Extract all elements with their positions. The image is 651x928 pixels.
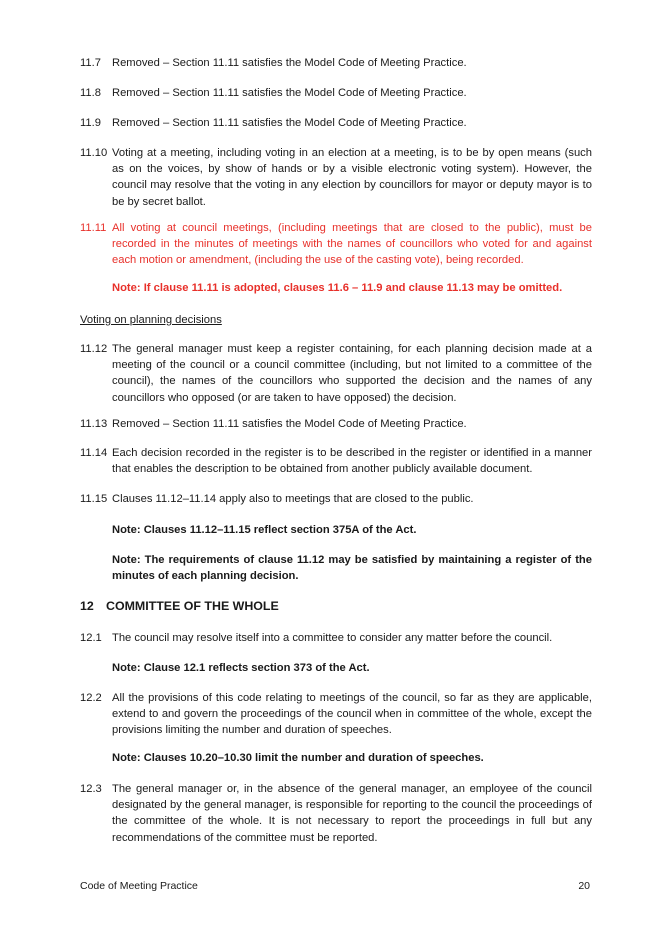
clause-12-1	[80, 630, 592, 646]
clause-number: 12.2	[80, 692, 102, 704]
clause-text: The general manager must keep a register containing, for each planning decision made at a meeting of the council or a council committee (including, but not limited to a committee of the council), the names of the councillors who supported the decision and the names of any councillors who opposed (or are taken to have opposed) the decision.	[112, 343, 592, 404]
clause-number: 11.14	[80, 447, 108, 459]
clause-number: 11.11	[80, 222, 107, 234]
clause-11-9	[80, 115, 592, 131]
clause-11-15	[80, 491, 592, 507]
section-number: 12	[80, 599, 94, 613]
clause-number: 11.12	[80, 343, 108, 355]
clause-text: The council may resolve itself into a committee to consider any matter before the council.	[112, 632, 553, 644]
clause-text: The general manager or, in the absence of the general manager, an employee of the council designated by the general manager, is responsible for reporting to the council the proceedings of the committee of the whole. It is not necessary to report the proceedings in full but any recommendations of the committee must be reported.	[112, 783, 592, 844]
clause-number: 12.3	[80, 783, 102, 795]
clause-number: 12.1	[80, 632, 102, 644]
note-section-373: Note: Clause 12.1 reflects section 373 of the Act.	[112, 662, 370, 674]
clause-12-2	[80, 690, 592, 739]
clause-11-11	[80, 220, 592, 269]
note-register-requirement: Note: The requirements of clause 11.12 may be satisfied by maintaining a register of the minutes of each planning decision.	[112, 554, 592, 583]
clause-11-13	[80, 416, 592, 432]
clause-number: 11.13	[80, 418, 108, 430]
clause-11-10	[80, 145, 592, 210]
clause-text: All voting at council meetings, (including meetings that are closed to the public), must be recorded in the minutes of meetings with the names of councillors who voted for and against each motion or amendment, (including the use of the casting vote), being recorded.	[112, 222, 592, 267]
footer-document-title: Code of Meeting Practice	[80, 880, 198, 892]
clause-number: 11.9	[80, 117, 101, 129]
clause-text: Removed – Section 11.11 satisfies the Model Code of Meeting Practice.	[112, 57, 467, 69]
note-speech-limits: Note: Clauses 10.20–10.30 limit the number and duration of speeches.	[112, 752, 484, 764]
clause-number: 11.7	[80, 57, 101, 69]
note-clause-11-11: Note: If clause 11.11 is adopted, clauses 11.6 – 11.9 and clause 11.13 may be omitted.	[112, 282, 563, 294]
clause-11-12	[80, 341, 592, 406]
clause-text: Removed – Section 11.11 satisfies the Model Code of Meeting Practice.	[112, 87, 467, 99]
clause-11-14	[80, 445, 592, 477]
clause-text: Voting at a meeting, including voting in an election at a meeting, is to be by open means (such as on the voices, by show of hands or by a visible electronic voting system). However, the council may resolve that the voting in any election by councillors for mayor or deputy mayor is to be by secret ballot.	[112, 147, 592, 208]
clause-12-3	[80, 781, 592, 846]
subheading-planning-decisions: Voting on planning decisions	[80, 314, 222, 326]
footer-page-number: 20	[578, 880, 590, 892]
clause-text: All the provisions of this code relating to meetings of the council, so far as they are applicable, extend to and govern the proceedings of the council when in committee of the whole, except the provisions limiting the number and duration of speeches.	[112, 692, 592, 737]
note-section-375a: Note: Clauses 11.12–11.15 reflect section 375A of the Act.	[112, 524, 417, 536]
clause-text: Removed – Section 11.11 satisfies the Model Code of Meeting Practice.	[112, 117, 467, 129]
clause-text: Clauses 11.12–11.14 apply also to meetings that are closed to the public.	[112, 493, 474, 505]
section-title: COMMITTEE OF THE WHOLE	[106, 599, 279, 613]
clause-number: 11.15	[80, 493, 108, 505]
clause-text: Each decision recorded in the register is to be described in the register or identified in a manner that enables the description to be obtained from another publicly available document.	[112, 447, 592, 476]
clause-11-8	[80, 85, 592, 101]
clause-11-7	[80, 55, 592, 71]
clause-number: 11.10	[80, 147, 108, 159]
section-heading-12	[80, 597, 592, 615]
clause-text: Removed – Section 11.11 satisfies the Model Code of Meeting Practice.	[112, 418, 467, 430]
clause-number: 11.8	[80, 87, 101, 99]
